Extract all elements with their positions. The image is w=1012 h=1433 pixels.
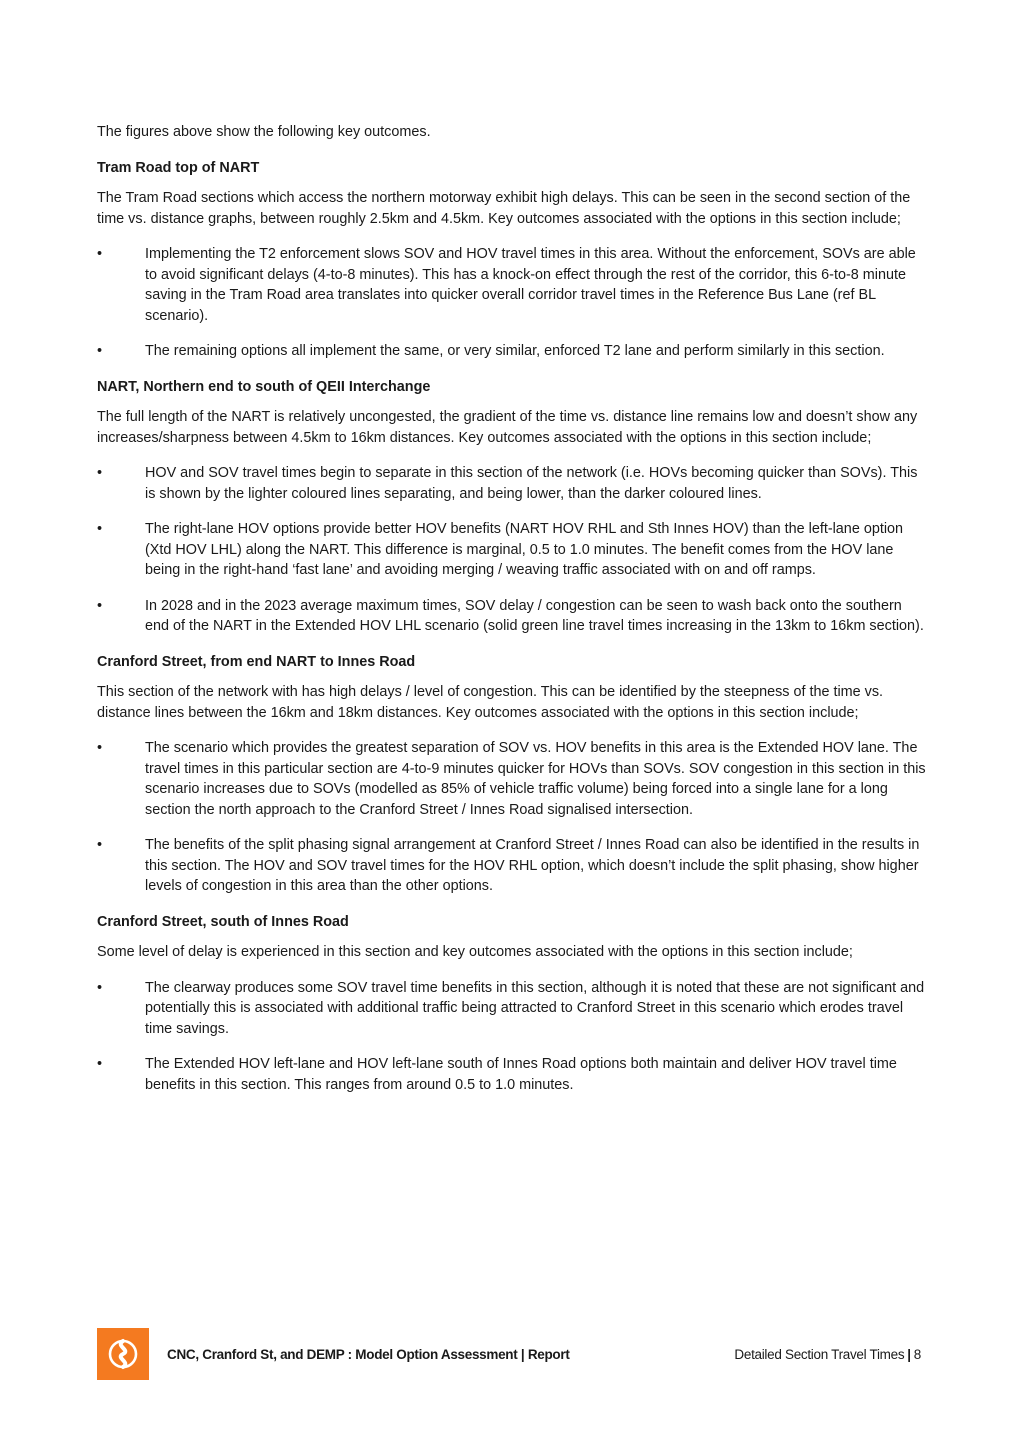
logo-swirl-icon (97, 1328, 149, 1380)
bullet-text: Implementing the T2 enforcement slows SOV and HOV travel times in this area. Without the enforcement, SOVs are able to avoid significant delays (4-to-8 minutes). This has a knock-on effect through the rest of the corridor, this 6-to-8 minute saving in the Tram Road area translates into quicker overall corridor travel times in the Reference Bus Lane (ref BL scenario). (145, 246, 916, 324)
bullet-item (97, 244, 927, 326)
bullet-text: The remaining options all implement the same, or very similar, enforced T2 lane and perform similarly in this section. (145, 343, 885, 359)
bullet-item (97, 519, 927, 581)
bullet-text: In 2028 and in the 2023 average maximum times, SOV delay / congestion can be seen to wash back onto the southern end of the NART in the Extended HOV LHL scenario (solid green line travel times increasing in the 13km to 16km section). (145, 597, 924, 634)
bullet-text: The clearway produces some SOV travel time benefits in this section, although it is noted that these are not significant and potentially this is associated with additional traffic being attracted to Cranford Street in this scenario which erodes travel time savings. (145, 979, 925, 1037)
page-number: 8 (913, 1347, 921, 1362)
bullet-item (97, 463, 927, 504)
footer-section-page (734, 1347, 921, 1362)
intro-paragraph: The figures above show the following key outcomes. (97, 124, 431, 140)
section-paragraph: Some level of delay is experienced in this section and key outcomes associated with the options in this section include; (97, 944, 853, 960)
bullet-text: HOV and SOV travel times begin to separate in this section of the network (i.e. HOVs becoming quicker than SOVs). This is shown by the lighter coloured lines separating, and being lower, than the darker coloured lines. (145, 465, 918, 502)
bullet-icon: • (97, 837, 103, 853)
footer-section-name: Detailed Section Travel Times (734, 1347, 905, 1362)
section-cranford-nart-innes (97, 652, 927, 897)
section-heading: NART, Northern end to south of QEII Interchange (97, 378, 431, 395)
bullet-icon: • (97, 979, 103, 996)
bullet-list (97, 738, 927, 897)
section-heading: Cranford Street, from end NART to Innes Road (97, 653, 416, 670)
section-heading: Tram Road top of NART (97, 159, 260, 176)
bullet-item (97, 1054, 927, 1095)
bullet-icon: • (97, 740, 103, 756)
section-nart (97, 377, 927, 637)
page-footer (97, 1328, 927, 1380)
page-content (97, 122, 927, 1110)
section-heading: Cranford Street, south of Innes Road (97, 913, 349, 930)
bullet-icon: • (97, 343, 103, 359)
footer-separator: | (907, 1347, 911, 1362)
company-logo-icon (97, 1328, 149, 1380)
bullet-icon: • (97, 465, 103, 481)
bullet-icon: • (97, 1056, 103, 1072)
bullet-text: The right-lane HOV options provide better HOV benefits (NART HOV RHL and Sth Innes HOV) than the left-lane option (Xtd HOV LHL) along the NART. This difference is marginal, 0.5 to 1.0 minutes. The benefit comes from the HOV lane being in the right-hand ‘fast lane’ and avoiding merging / weaving traffic associated with on and off ramps. (145, 521, 904, 578)
section-paragraph: The Tram Road sections which access the northern motorway exhibit high delays. This can be seen in the second section of the time vs. distance graphs, between roughly 2.5km and 4.5km. Key outcomes associated with the options in this section include; (97, 190, 911, 227)
bullet-text: The Extended HOV left-lane and HOV left-lane south of Innes Road options both maintain and deliver HOV travel time benefits in this section. This ranges from around 0.5 to 1.0 minutes. (145, 1056, 897, 1093)
section-paragraph: This section of the network with has high delays / level of congestion. This can be identified by the steepness of the time vs. distance lines between the 16km and 18km distances. Key outcomes associated with the options in this section include; (97, 684, 884, 721)
bullet-icon: • (97, 597, 103, 614)
bullet-text: The benefits of the split phasing signal arrangement at Cranford Street / Innes Road can also be identified in the results in this section. The HOV and SOV travel times for the HOV RHL option, which doesn’t include the split phasing, show higher levels of congestion in this area than the other options. (145, 837, 920, 894)
bullet-item (97, 978, 927, 1040)
bullet-icon: • (97, 521, 103, 537)
bullet-icon: • (97, 246, 103, 262)
report-title: CNC, Cranford St, and DEMP : Model Option Assessment | Report (167, 1347, 570, 1362)
bullet-item (97, 738, 927, 820)
bullet-list (97, 244, 927, 362)
bullet-list (97, 978, 927, 1096)
bullet-item (97, 596, 927, 637)
bullet-item (97, 835, 927, 897)
bullet-item (97, 341, 927, 362)
section-tram-road (97, 158, 927, 362)
section-paragraph: The full length of the NART is relatively uncongested, the gradient of the time vs. distance line remains low and doesn’t show any increases/sharpness between 4.5km to 16km distances. Key outcomes associated with the options in this section include; (97, 409, 918, 446)
bullet-list (97, 463, 927, 637)
section-cranford-south-innes (97, 912, 927, 1096)
bullet-text: The scenario which provides the greatest separation of SOV vs. HOV benefits in this area is the Extended HOV lane. The travel times in this particular section are 4-to-9 minutes quicker for HOVs than SOVs. SOV congestion in this section in this scenario increases due to SOVs (modelled as 85% of vehicle traffic volume) being forced into a single lane for a long section the north approach to the Cranford Street / Innes Road signalised intersection. (145, 740, 926, 818)
